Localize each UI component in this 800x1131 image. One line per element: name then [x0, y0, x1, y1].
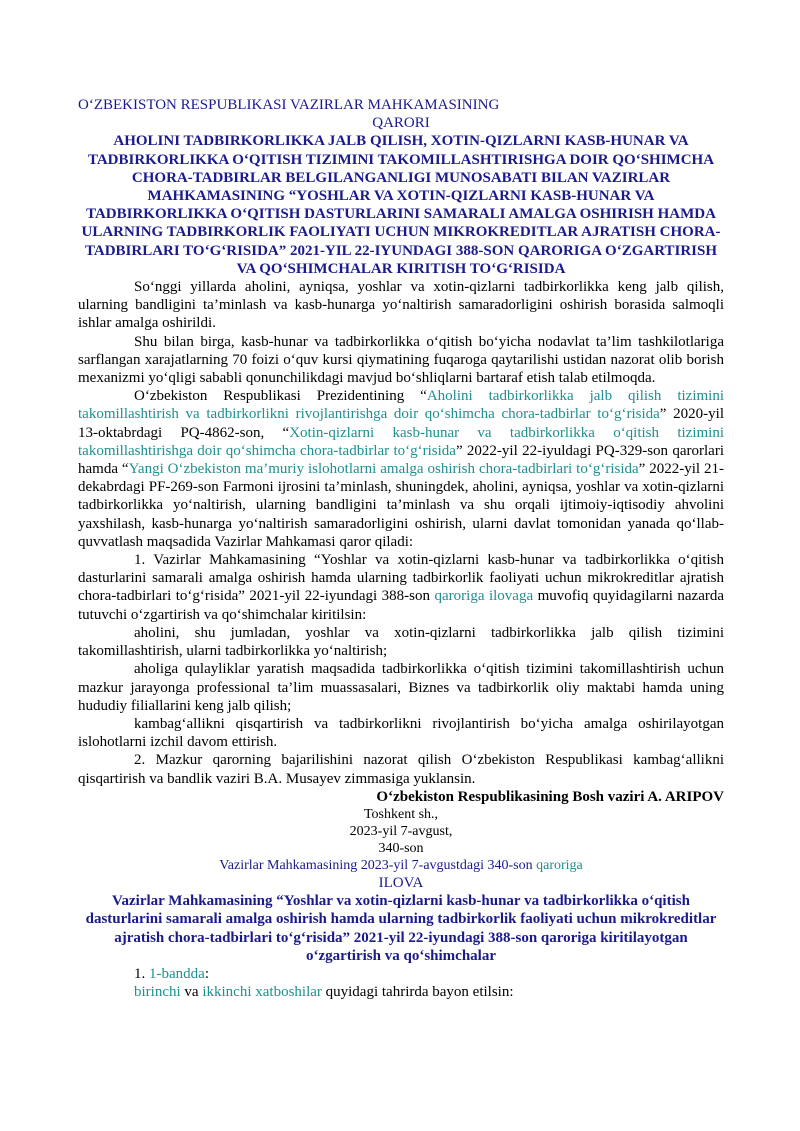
paragraph-4-text-a: 1. Vazirlar Mahkamasining “Yoshlar va xotin-qizlarni kasb-hunar va tadbirkorlikka o‘qitish dasturlarini samarali amalga oshirish hamda ularning tadbirkorlik faoliyati uchun mikrokreditlar ajratish chora-tadbirlari to‘g‘risida” 2021-yil 22-iyundagi 388-son	[78, 552, 724, 605]
appendix-item-1-number: 1.	[134, 965, 149, 982]
link-pf-269[interactable]: Yangi O‘zbekiston ma’muriy islohotlarni amalga oshirish chora-tadbirlari to‘g‘risida	[128, 461, 639, 478]
header-line-1-text: O‘ZBEKISTON RESPUBLIKASI VAZIRLAR MAHKAMASINING	[78, 97, 500, 113]
appendix-reference	[78, 857, 724, 874]
link-birinchi[interactable]: birinchi	[134, 984, 181, 1001]
paragraph-3	[78, 387, 724, 551]
paragraph-3-text-d: ” 2022-yil 21-dekabrdagi PF-269-son Farmoni ijrosini ta’minlash, shuningdek, aholini, ayniqsa, yoshlar va xotin-qizlarni tadbirkorlikka yo‘naltirish, ularning bandligini ta’minlash va shu orqali ijtimoiy-iqtisodiy ahvolini yaxshilash, kasb-hunarga yo‘naltirish samaradorligini oshirish, ularni davlat tomonidan yanada qo‘llab-quvvatlash maqsadida Vazirlar Mahkamasi qaror qiladi:	[78, 461, 725, 550]
link-qaroriga-ilovaga[interactable]: qaroriga ilovaga	[434, 588, 534, 605]
header-line-2-text: QARORI	[372, 115, 430, 132]
link-ikkinchi-xatboshilar[interactable]: ikkinchi xatboshilar	[202, 984, 322, 1001]
signature-number: 340-son	[378, 840, 424, 856]
header-line-2	[78, 114, 724, 132]
paragraph-4	[78, 551, 724, 624]
document-page	[78, 96, 724, 1001]
paragraph-3-text-c: ” 2022-yil 22-iyuldagi PQ-329-son qarorlari hamda “	[78, 442, 724, 478]
paragraph-3-text-b: ” 2020-yil 13-oktabrdagi PQ-4862-son, “	[78, 406, 724, 441]
signature-place: Toshkent sh.,	[363, 806, 439, 822]
appendix-item-1	[78, 965, 724, 983]
paragraph-3-text-a: O‘zbekiston Respublikasi Prezidentining “	[134, 388, 427, 405]
paragraph-5: aholini, shu jumladan, yoshlar va xotin-qizlarni tadbirkorlikka jalb qilish tizimini takomillashtirish, ularni tadbirkorlikka yo‘naltirish;	[78, 624, 724, 660]
paragraph-6: aholiga qulayliklar yaratish maqsadida tadbirkorlikka o‘qitish tizimini takomillashtirish uchun mazkur jarayonga professional ta’lim muassasalari, Biznes va tadbirkorlik oliy maktabi hamda uning hududiy filiallarini keng jalb qilish;	[78, 661, 724, 714]
appendix-label: ILOVA	[378, 874, 424, 891]
link-pq-4862[interactable]: Aholini tadbirkorlikka jalb qilish tizimini takomillashtirish va tadbirkorlikni rivojlantirishga doir qo‘shimcha chora-tadbirlar to‘g‘risida	[78, 388, 724, 423]
appendix-item-2	[78, 983, 724, 1001]
link-pq-329[interactable]: Xotin-qizlarni kasb-hunar va tadbirkorlikka o‘qitish tizimini takomillashtirishga doir qo‘shimcha chora-tadbirlar to‘g‘risida	[78, 424, 724, 459]
appendix-item-2-rest: quyidagi tahrirda bayon etilsin:	[321, 984, 514, 1001]
paragraph-2: Shu bilan birga, kasb-hunar va tadbirkorlikka o‘qitish bo‘yicha nodavlat ta’lim tashkilotlariga sarflangan xarajatlarning 70 foizi o‘quv kursi qiymatining fuqaroga qaytarilishi ustidan nazorat olib borish mexanizmi yo‘qligi sababli qonunchilikdagi mavjud bo‘shliqlarni bartaraf etish talab etilmoqda.	[78, 333, 724, 387]
document-title: AHOLINI TADBIRKORLIKKA JALB QILISH, XOTIN-QIZLARNI KASB-HUNAR VA TADBIRKORLIKKA O‘QITISH TIZIMINI TAKOMILLASHTIRISHGA DOIR QO‘SHIMCHA CHORA-TADBIRLAR BELGILANGANLIGI MUNOSABATI BILAN VAZIRLAR MAHKAMASINING “YOSHLAR VA XOTIN-QIZLARNI KASB-HUNAR VA TADBIRKORLIKKA O‘QITISH DASTURLARINI SAMARALI AMALGA OSHIRISH HAMDA ULARNING TADBIRKORLIK FAOLIYATI UCHUN MIKROKREDITLAR AJRATISH CHORA-TADBIRLARI TO‘G‘RISIDA” 2021-YIL 22-IYUNDAGI 388-SON QARORIGA O‘ZGARTIRISH VA QO‘SHIMCHALAR KIRITISH TO‘G‘RISIDA	[81, 133, 721, 277]
paragraph-8: 2. Mazkur qarorning bajarilishini nazorat qilish O‘zbekiston Respublikasi kambag‘allikni qisqartirish va bandlik vaziri B.A. Musayev zimmasiga yuklansin.	[78, 752, 724, 787]
appendix-title: Vazirlar Mahkamasining “Yoshlar va xotin-qizlarni kasb-hunar va tadbirkorlikka o‘qitish dasturlarini samarali amalga oshirish hamda ularning tadbirkorlik faoliyati uchun mikrokreditlar ajratish chora-tadbirlari to‘g‘risida” 2021-yil 22-iyundagi 388-son qaroriga kiritilayotgan o‘zgartirish va qo‘shimchalar	[85, 893, 717, 964]
paragraph-4-text-b: muvofiq quyidagilarni nazarda tutuvchi o‘zgartirish va qo‘shimchalar kiritilsin:	[78, 588, 724, 623]
signature: O‘zbekiston Respublikasining Bosh vaziri A. ARIPOV	[376, 788, 724, 805]
appendix-reference-text: Vazirlar Mahkamasining 2023-yil 7-avgustdagi 340-son	[219, 857, 537, 873]
appendix-item-2-va: va	[180, 984, 203, 1001]
appendix-item-1-colon: :	[204, 965, 209, 982]
paragraph-1: So‘nggi yillarda aholini, ayniqsa, yoshlar va xotin-qizlarni tadbirkorlikka keng jalb qilish, ularning bandligini ta’minlash va kasb-hunarga yo‘naltirish samaradorligini oshirish borasida salmoqli ishlar amalga oshirildi.	[78, 279, 724, 332]
paragraph-7: kambag‘allikni qisqartirish va tadbirkorlikni rivojlantirish bo‘yicha amalga oshirilayotgan islohotlarni izchil davom ettirish.	[78, 715, 724, 751]
header-line-1	[78, 96, 724, 114]
link-qaroriga[interactable]: qaroriga	[536, 857, 583, 873]
signature-date: 2023-yil 7-avgust,	[349, 823, 453, 839]
link-1-bandda[interactable]: 1-bandda	[149, 965, 205, 982]
